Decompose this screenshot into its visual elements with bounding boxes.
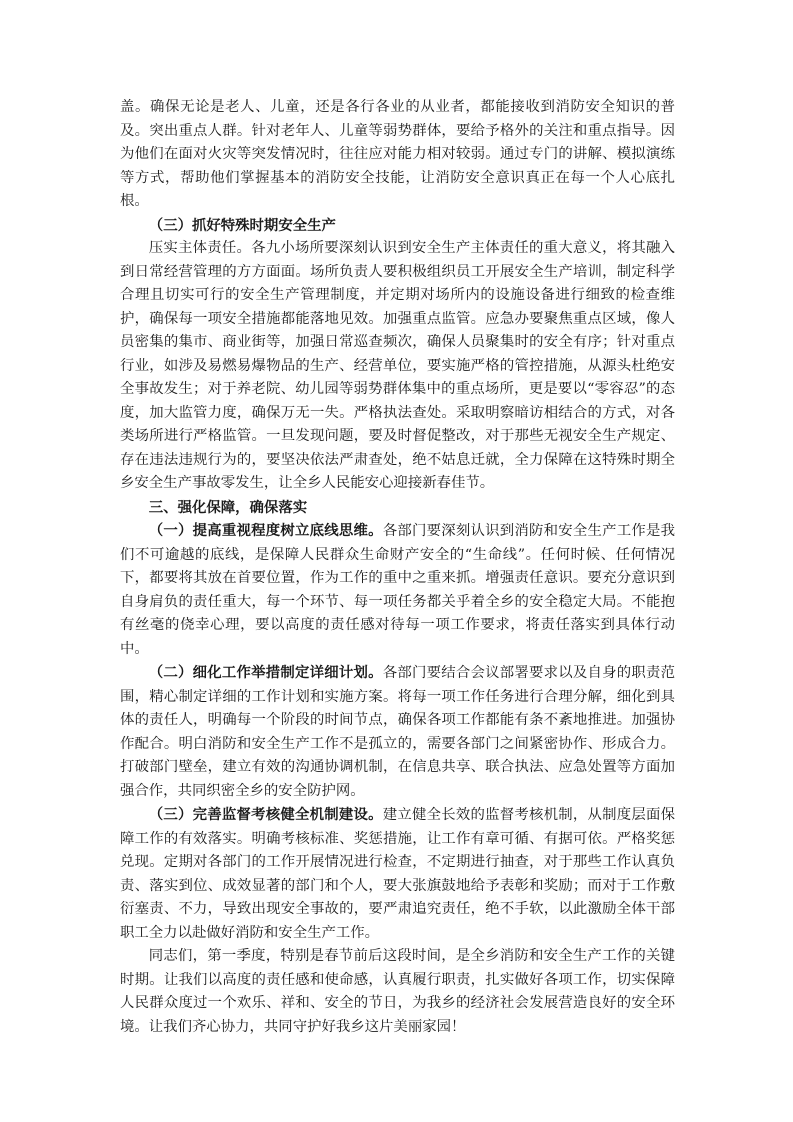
paragraph-continuation: 盖。确保无论是老人、儿童，还是各行各业的从业者，都能接收到消防安全知识的普及。突出重点人群。针对老年人、儿童等弱势群体，要给予格外的关注和重点指导。因为他们在面对火灾等突发情况时，往往应对能力相对较弱。通过专门的讲解、模拟演练等方式，帮助他们掌握基本的消防安全技能，让消防安全意识真正在每一个人心底扎根。: [120, 99, 675, 209]
subheading-supervision: （三）完善监督考核健全机制建设。: [148, 806, 383, 823]
paragraph-supervision: [120, 803, 675, 945]
body-bottom-line: 各部门要深刻认识到消防和安全生产工作是我们不可逾越的底线，是保障人民群众生命财产安全的“生命线”。任何时候、任何情况下，都要将其放在首要位置，作为工作的重中之重来抓。增强责任意识。要充分意识到自身肩负的责任重大，每一个环节、每一项任务都关乎着全乡的安全稳定大局。不能抱有丝毫的侥幸心理，要以高度的责任感对待每一项工作要求，将责任落实到具体行动中。: [120, 523, 675, 657]
paragraph-bottom-line: [120, 519, 675, 661]
document-body: [120, 96, 675, 1039]
chapter-heading-guarantee: 三、强化保障，确保落实: [148, 498, 308, 516]
body-work-plan: 各部门要结合会议部署要求以及自身的职责范围，精心制定详细的工作计划和实施方案。将每一项工作任务进行合理分解，细化到具体的责任人，明确每一个阶段的时间节点，确保各项工作都能有条不紊地推进。加强协作配合。明白消防和安全生产工作不是孤立的，需要各部门之间紧密协作、形成合力。打破部门壁垒，建立有效的沟通协调机制，在信息共享、联合执法、应急处置等方面加强合作，共同织密全乡的安全防护网。: [120, 665, 675, 799]
subheading-work-plan: （二）细化工作举措制定详细计划。: [148, 664, 383, 681]
paragraph-closing: 同志们，第一季度，特别是春节前后这段时间，是全乡消防和安全生产工作的关键时期。让我们以高度的责任感和使命感，认真履行职责，扎实做好各项工作，切实保障人民群众度过一个欢乐、祥和、安全的节日，为我乡的经济社会发展营造良好的安全环境。让我们齐心协力，共同守护好我乡这片美丽家园！: [120, 948, 675, 1035]
section-heading-special-period: （三）抓好特殊时期安全生产: [148, 216, 336, 234]
subheading-bottom-line: （一）提高重视程度树立底线思维。: [148, 522, 383, 539]
paragraph-special-period: 压实主体责任。各九小场所要深刻认识到安全生产主体责任的重大意义，将其融入到日常经营管理的方方面面。场所负责人要积极组织员工开展安全生产培训，制定科学合理且切实可行的安全生产管理制度，并定期对场所内的设施设备进行细致的检查维护，确保每一项安全措施都能落地见效。加强重点监管。应急办要聚焦重点区域，像人员密集的集市、商业街等，加强日常巡查频次，确保人员聚集时的安全有序；针对重点行业，如涉及易燃易爆物品的生产、经营单位，要实施严格的管控措施，从源头杜绝安全事故发生；对于养老院、幼儿园等弱势群体集中的重点场所，更是要以“零容忍”的态度，加大监管力度，确保万无一失。严格执法查处。采取明察暗访相结合的方式，对各类场所进行严格监管。一旦发现问题，要及时督促整改，对于那些无视安全生产规定、存在违法违规行为的，要坚决依法严肃查处，绝不姑息迁就，全力保障在这特殊时期全乡安全生产事故零发生，让全乡人民能安心迎接新春佳节。: [120, 240, 675, 491]
body-supervision: 建立健全长效的监督考核机制，从制度层面保障工作的有效落实。明确考核标准、奖惩措施，让工作有章可循、有据可依。严格奖惩兑现。定期对各部门的工作开展情况进行检查，不定期进行抽查，对于那些工作认真负责、落实到位、成效显著的部门和个人，要大张旗鼓地给予表彰和奖励；而对于工作敷衍塞责、不力，导致出现安全事故的，要严肃追究责任，绝不手软，以此激励全体干部职工全力以赴做好消防和安全生产工作。: [120, 807, 675, 941]
paragraph-work-plan: [120, 661, 675, 803]
